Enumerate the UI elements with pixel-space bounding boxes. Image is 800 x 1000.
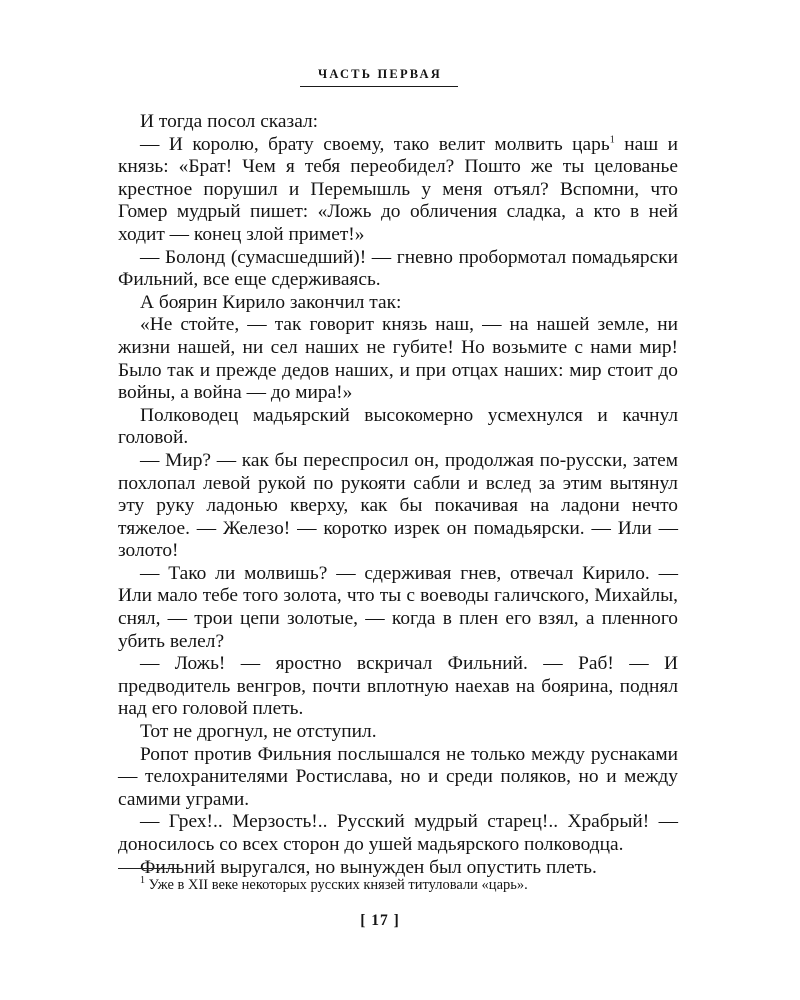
paragraph: — Тако ли молвишь? — сдерживая гнев, отвечал Кирило. — Или мало тебе того золота, что ты с воеводы галичского, Михайлы, снял, — трои цепи золотые, — когда в плен его взял, а пленного убить велел? xyxy=(118,562,678,652)
footnote-marker: 1 xyxy=(140,875,145,887)
paragraph: — Мир? — как бы переспросил он, продолжая по-русски, затем похлопал левой рукой по рукояти сабли и вслед за этим вытянул эту руку ладонью кверху, как бы покачивая на ладони нечто тяжелое. — Железо! — коротко изрек он помадьярски. — Или — золото! xyxy=(118,449,678,562)
paragraph: Тот не дрогнул, не отступил. xyxy=(140,721,377,743)
paragraph-text: наш и князь: «Брат! Чем я тебя переобидел? Пошто же ты целованье крестное порушил и Перемышль у меня отъял? Вспомни, что Гомер мудрый пишет: «Ложь до обличения сладка, а кто в ней ходит — конец злой примет!» xyxy=(118,133,678,245)
paragraph: «Не стойте, — так говорит князь наш, — на нашей земле, ни жизни нашей, ни сел наших не губите! Но возьмите с нами мир! Было так и прежде дедов наших, и при отцах наших: мир стоит до войны, а война — до мира!» xyxy=(118,314,678,404)
body-text xyxy=(118,111,678,879)
paragraph: Ропот против Фильния послышался не только между руснаками — телохранителями Ростислава, но и среди поляков, но и между самими уграми. xyxy=(118,743,678,810)
paragraph: — Грех!.. Мерзость!.. Русский мудрый старец!.. Храбрый! — доносилось со всех сторон до ушей мадьярского полководца. xyxy=(118,811,678,855)
header-rule xyxy=(300,86,458,87)
paragraph: — Болонд (сумасшедший)! — гневно пробормотал помадьярски Фильний, все еще сдерживаясь. xyxy=(118,246,678,291)
paragraph-text: — И королю, брату своему, тако велит молвить царь xyxy=(140,133,610,155)
footnote-text: Уже в XII веке некоторых русских князей титуловали «царь». xyxy=(148,877,528,893)
running-head: ЧАСТЬ ПЕРВАЯ xyxy=(317,67,443,81)
paragraph: Полководец мадьярский высокомерно усмехнулся и качнул головой. xyxy=(118,404,678,449)
paragraph: И тогда посол сказал: xyxy=(140,111,319,132)
footnote-rule xyxy=(118,868,182,869)
page-number: [ 17 ] xyxy=(360,912,400,929)
paragraph: А боярин Кирило закончил так: xyxy=(140,291,402,313)
footnote-reference: 1 xyxy=(609,134,615,146)
paragraph xyxy=(118,134,678,247)
paragraph: — Ложь! — яростно вскричал Фильний. — Раб! — И предводитель венгров, почти вплотную наехав на боярина, поднял над его головой плеть. xyxy=(118,653,678,720)
footnote xyxy=(118,876,678,894)
paragraph: Фильний выругался, но вынужден был опустить плеть. xyxy=(140,856,597,878)
